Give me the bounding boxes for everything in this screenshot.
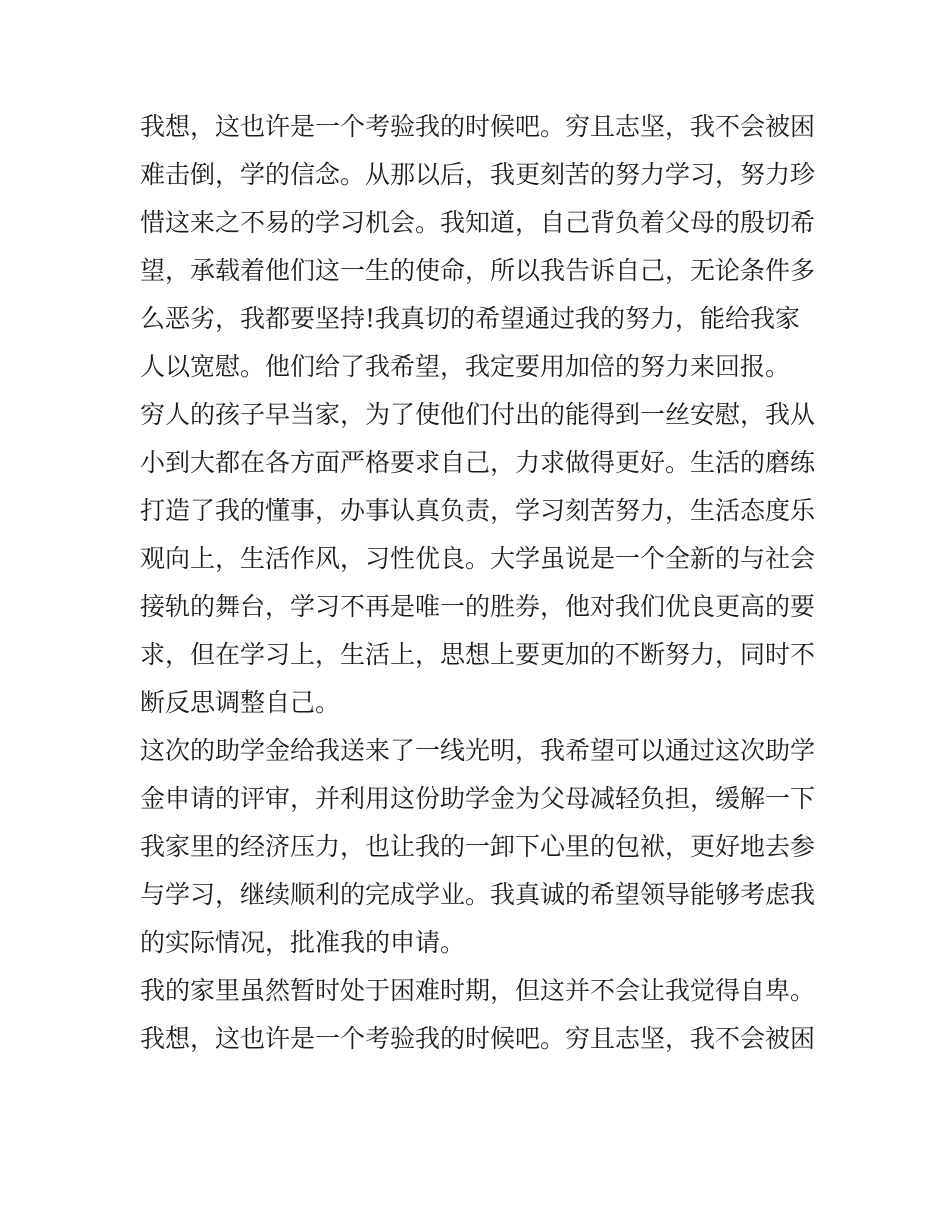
text-line: 与学习，继续顺利的完成学业。我真诚的希望领导能够考虑我 (140, 880, 816, 909)
text-line: 我想，这也许是一个考验我的时候吧。穷且志坚，我不会被困 (140, 112, 816, 141)
text-line: 我想，这也许是一个考验我的时候吧。穷且志坚，我不会被困 (140, 1024, 816, 1053)
text-line: 的实际情况，批准我的申请。 (140, 928, 466, 957)
text-line: 人以宽慰。他们给了我希望，我定要用加倍的努力来回报。 (140, 352, 791, 381)
text-line: 接轨的舞台，学习不再是唯一的胜券，他对我们优良更高的要 (140, 592, 816, 621)
text-line: 穷人的孩子早当家，为了使他们付出的能得到一丝安慰，我从 (140, 400, 816, 429)
text-line: 么恶劣，我都要坚持!我真切的希望通过我的努力，能给我家 (140, 304, 801, 333)
text-line: 望，承载着他们这一生的使命，所以我告诉自己，无论条件多 (140, 256, 816, 285)
text-line: 求，但在学习上，生活上，思想上要更加的不断努力，同时不 (140, 640, 816, 669)
text-line: 这次的助学金给我送来了一线光明，我希望可以通过这次助学 (140, 736, 816, 765)
text-line: 断反思调整自己。 (140, 688, 341, 717)
text-line: 难击倒，学的信念。从那以后，我更刻苦的努力学习，努力珍 (140, 160, 816, 189)
text-line: 小到大都在各方面严格要求自己，力求做得更好。生活的磨练 (140, 448, 816, 477)
text-line: 我家里的经济压力，也让我的一卸下心里的包袱，更好地去参 (140, 832, 816, 861)
text-line: 观向上，生活作风，习性优良。大学虽说是一个全新的与社会 (140, 544, 816, 573)
text-line: 打造了我的懂事，办事认真负责，学习刻苦努力，生活态度乐 (140, 496, 816, 525)
text-line: 金申请的评审，并利用这份助学金为父母减轻负担，缓解一下 (140, 784, 816, 813)
text-line: 惜这来之不易的学习机会。我知道，自己背负着父母的殷切希 (140, 208, 816, 237)
text-line: 我的家里虽然暂时处于困难时期，但这并不会让我觉得自卑。 (140, 976, 816, 1005)
